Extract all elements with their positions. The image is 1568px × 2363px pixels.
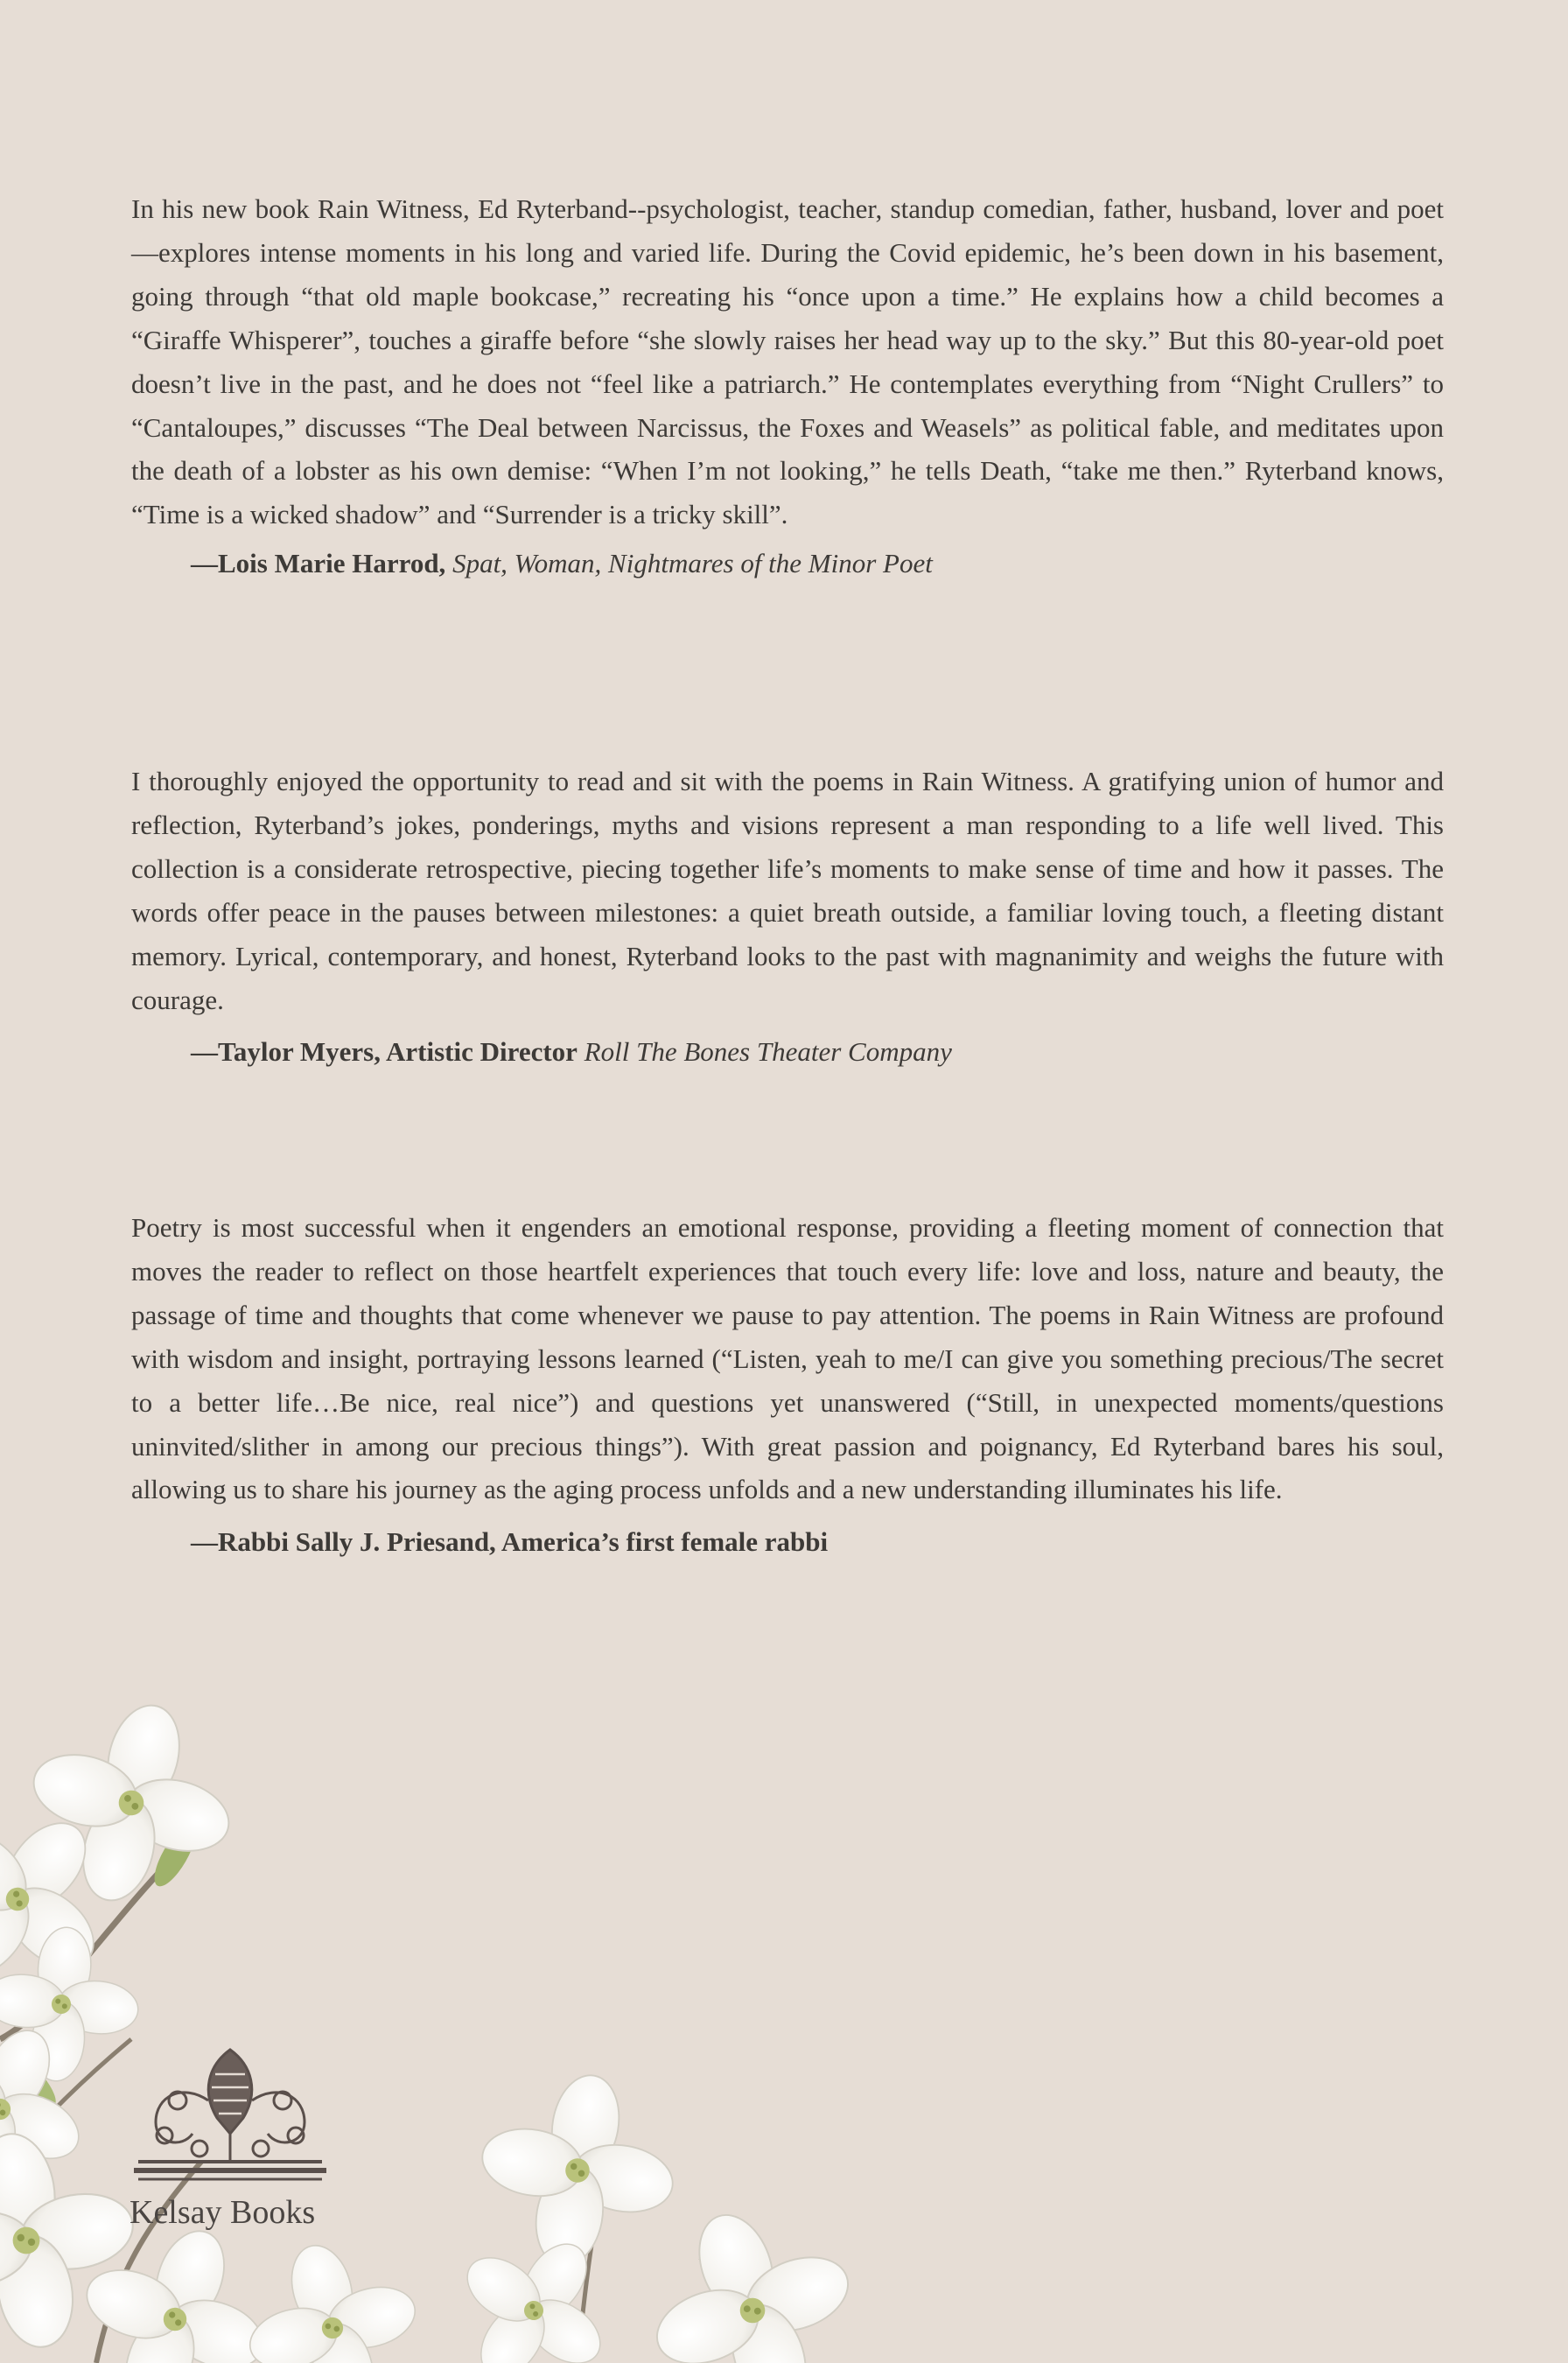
blurb-attribution xyxy=(131,1520,1444,1564)
attribution-name: —Taylor Myers, Artistic Director xyxy=(191,1036,578,1068)
attribution-work: Roll The Bones Theater Company xyxy=(584,1036,952,1068)
blurb-text: I thoroughly enjoyed the opportunity to read and sit with the poems in Rain Witness. A gratifying union of humor and reflection, Ryterband’s jokes, ponderings, myths and visions represent a man responding to a life well lived. This collection is a considerate retrospective, piecing together life’s moments to make sense of time and how it passes. The words offer peace in the pauses between milestones: a quiet breath outside, a familiar loving touch, a fleeting distant memory. Lyrical, contemporary, and honest, Ryterband looks to the past with magnanimity and weighs the future with courage. xyxy=(131,766,1444,1015)
blurb-attribution xyxy=(131,542,1444,585)
publisher-name: Kelsay Books xyxy=(130,2194,316,2231)
attribution-work: Spat, Woman, Nightmares of the Minor Poet xyxy=(452,548,933,579)
blurb-priesand xyxy=(131,1206,1444,1564)
publisher-logo xyxy=(130,2039,331,2232)
attribution-name: —Lois Marie Harrod, xyxy=(191,548,446,579)
blurb-harrod xyxy=(131,187,1444,585)
blurb-myers xyxy=(131,760,1444,1074)
blurb-attribution xyxy=(131,1030,1444,1074)
attribution-name: —Rabbi Sally J. Priesand, America’s first female rabbi xyxy=(191,1526,829,1558)
blurb-text: Poetry is most successful when it engenders an emotional response, providing a fleeting moment of connection that moves the reader to reflect on those heartfelt experiences that touch every life: love and loss, nature and beauty, the passage of time and thoughts that come whenever we pause to pay attention. The poems in Rain Witness are profound with wisdom and insight, portraying lessons learned (“Listen, yeah to me/I can give you something precious/The secret to a better life…Be nice, real nice”) and questions yet unanswered (“Still, in unexpected moments/questions uninvited/slither in among our precious things”). With great passion and poignancy, Ed Ryterband bares his soul, allowing us to share his journey as the aging process unfolds and a new understanding illuminates his life. xyxy=(131,1212,1444,1505)
blurb-text: In his new book Rain Witness, Ed Ryterband--psychologist, teacher, standup comedian, father, husband, lover and poet—explores intense moments in his long and varied life. During the Covid epidemic, he’s been down in his basement, going through “that old maple bookcase,” recreating his “once upon a time.” He explains how a child becomes a “Giraffe Whisperer”, touches a giraffe before “she slowly raises her head way up to the sky.” But this 80-year-old poet doesn’t live in the past, and he does not “feel like a patriarch.” He contemplates everything from “Night Crullers” to “Cantaloupes,” discusses “The Deal between Narcissus, the Foxes and Weasels” as political fable, and meditates upon the death of a lobster as his own demise: “When I’m not looking,” he tells Death, “take me then.” Ryterband knows, “Time is a wicked shadow” and “Surrender is a tricky skill”. xyxy=(131,193,1444,530)
pinecone-flower-crest-icon xyxy=(130,2039,331,2188)
